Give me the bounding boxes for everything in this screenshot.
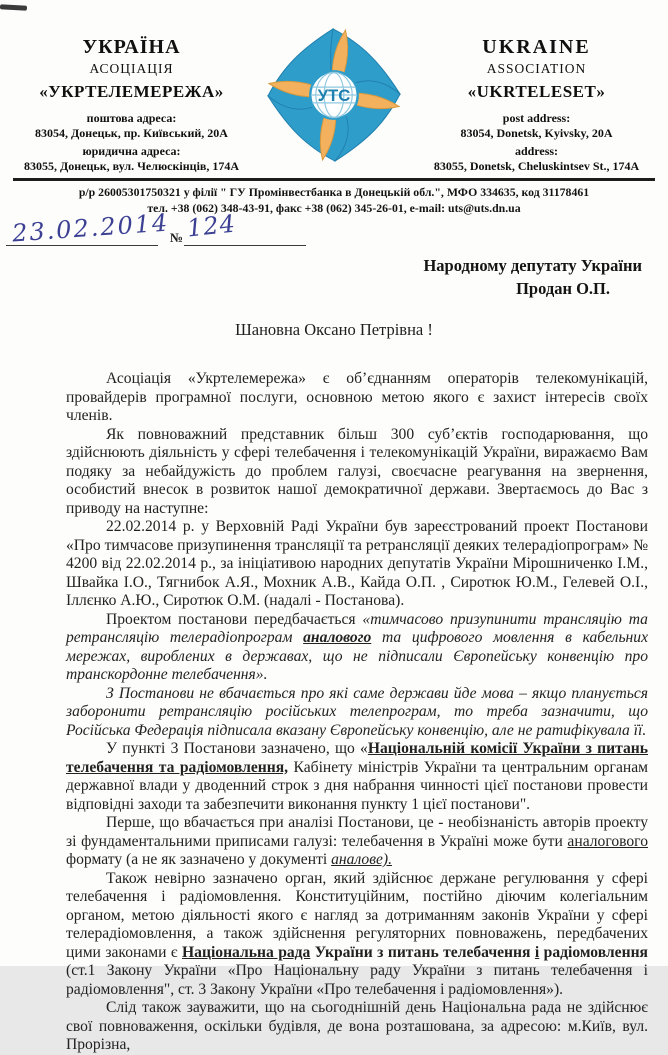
logo-text: УТС — [317, 85, 351, 105]
text-segment: 22.02.2014 р. у Верховній Раді України був зареєстрований проект Постанови «Про тимчасове призупинення трансляції та ретрансляції деяких телерадіопрограм» № 4200 від 22.02.2014 р., за ініціативою народних депутатів України Мірошниченко І.М., Швайка І.О., Тягнибок А.Я., Мохник А.В., Кайда О.П. , Сиротюк Ю.М., Гелевей О.І., Іллєнко А.Ю., Сиротюк О.М. (надалі - Постанова). — [66, 518, 648, 609]
text-segment: Слід також зауважити, що на сьогоднішній день Національна рада не здійснює свої повноваження, оскільки будівля, де вона розташована, за адресою: м.Київ, вул. Прорізна, — [66, 999, 648, 1053]
text-segment: та цифрового мовлення в кабельних мережах, вироблених в державах, що не підписали Європейську конвенцію про транскордонне телебачення». — [66, 629, 648, 683]
legal-address-label-uk: юридична адреса: — [82, 143, 181, 158]
header-divider — [13, 178, 655, 181]
text-segment: і — [534, 943, 540, 961]
legal-address-uk: 83055, Донецьк, вул. Челюскінців, 174А — [23, 158, 240, 173]
text-segment: Як повноважний представник більш 300 суб’єктів господарювання, що здійснюють діяльність у сфері телебачення і телекомунікацій України, виражаємо Вам подяку за небайдужість до проблем галузі, своєчасне реагування на звернення, особистий внесок в розвиток нашої демократичної держави. Звертаємось до Вас з приводу на наступне: — [66, 425, 648, 517]
bank-account-line: р/р 26005301750321 у філії " ГУ Промінвестбанка в Донецькій обл.", МФО 334635, код 31178461 — [78, 185, 590, 199]
text-segment: радіомовлення — [539, 943, 648, 961]
paragraph — [66, 611, 648, 685]
country-name-en: UKRAINE — [482, 36, 591, 58]
text-segment: Національній комісії України з питань телебачення та радіомовлення, — [66, 740, 648, 776]
text-segment: Проектом постанови передбачається — [106, 610, 363, 628]
handwritten-date: 23.02.2014 — [11, 208, 171, 248]
org-name-uk: «УКРТЕЛЕМЕРЕЖА» — [39, 82, 224, 101]
text-segment: «тимчасово призупинити трансляцію та ретрансляцію телерадіопрограм — [66, 610, 648, 646]
recipient-block — [0, 254, 668, 300]
legal-address-label-en: address: — [514, 143, 559, 158]
recipient-title: Народному депутату України — [423, 256, 642, 275]
country-name-uk: УКРАЇНА — [82, 36, 181, 58]
paragraph — [66, 370, 648, 426]
legal-address-en: 83055, Donetsk, Cheluskintsev St., 174A — [433, 158, 640, 173]
paragraph — [66, 426, 648, 519]
post-address-label-uk: поштова адреса: — [86, 111, 177, 125]
paragraph — [66, 999, 648, 1055]
text-segment: У пункті 3 Постанови зазначено, що « — [106, 740, 368, 757]
text-segment: аналового — [303, 629, 372, 646]
number-sign: № — [170, 230, 184, 245]
text-segment: З Постанови не вбачається про які саме держави йде мова – якщо планується заборонити ретрансляцію російських телепрограм, то треба зазначити, що Російська Федерація підписала вказану Європейську конвенцію, але не ратифікувала її. — [66, 684, 648, 739]
post-address-label-en: post address: — [502, 111, 571, 125]
text-segment: Також невірно зазначено орган, який здійснює держане регулювання у сфері телебачення і радіомовлення. Конституційним, постійно діючим колегіальним органом, метою діяльності якого є нагляд за дотриманням законів України у сфері телерадіомовлення, а також здійснення регуляторних повноважень, передбачених цими законами є — [66, 869, 648, 961]
org-type-uk: АСОЦІАЦІЯ — [89, 61, 174, 76]
handwritten-number: 124 — [185, 209, 238, 243]
paragraph — [66, 740, 648, 814]
text-segment: Національна рада — [182, 943, 311, 961]
salutation: Шановна Оксано Петрівна ! — [235, 320, 433, 339]
text-segment: Кабінету міністрів України та центральним органам державної влади у дводенний строк з дня набрання чинності цієї постанови провести відповідні заходи та забезпечити виконання пункту 1 цієї постанови". — [66, 758, 648, 813]
recipient-name: Продан О.П. — [516, 279, 610, 298]
paragraph — [66, 685, 648, 741]
letterhead-english — [413, 22, 660, 174]
text-segment: аналогового — [567, 832, 648, 850]
paragraph — [66, 518, 648, 611]
org-type-en: ASSOCIATION — [486, 61, 587, 76]
post-address-en: 83054, Donetsk, Kyivsky, 20A — [460, 126, 613, 140]
text-segment: аналове). — [331, 851, 393, 868]
text-segment: України з питань телебачення — [310, 943, 535, 961]
contact-line: тел. +38 (062) 348-43-91, факс +38 (062) 345-26-01, e-mail: uts@uts.dn.ua — [147, 200, 521, 215]
text-segment: Асоціація «Укртелемережа» є об’єднанням операторів телекомунікацій, провайдерів програмної послуги, основною метою якого є захист інтересів своїх членів. — [66, 370, 648, 424]
letterhead — [0, 0, 668, 174]
number-underline — [184, 245, 306, 246]
paragraph — [66, 814, 648, 870]
text-segment: формату (а не як зазначено у документі — [66, 851, 332, 868]
text-segment: Перше, що вбачається при аналізі Постанови, це - необізнаність авторів проекту зі фундаментальними приписами галузі: телебачення в Україні може бути — [66, 814, 648, 850]
logo-container — [255, 26, 413, 164]
date-underline — [6, 245, 158, 246]
post-address-uk: 83054, Донецьк, пр. Київський, 20А — [35, 126, 228, 140]
letterhead-ukrainian — [8, 22, 255, 174]
org-name-en: «UKRTELESET» — [467, 82, 606, 101]
reference-row — [0, 208, 668, 250]
letter-body — [66, 370, 648, 1055]
paragraph — [66, 870, 648, 1000]
text-segment: (ст.1 Закону України «Про Національну раду України з питань телебачення і радіомовлення", ст. 3 Закону України «Про телебачення і радіомовлення»). — [66, 962, 648, 998]
uts-logo-icon — [265, 26, 403, 164]
bank-details — [0, 185, 668, 216]
